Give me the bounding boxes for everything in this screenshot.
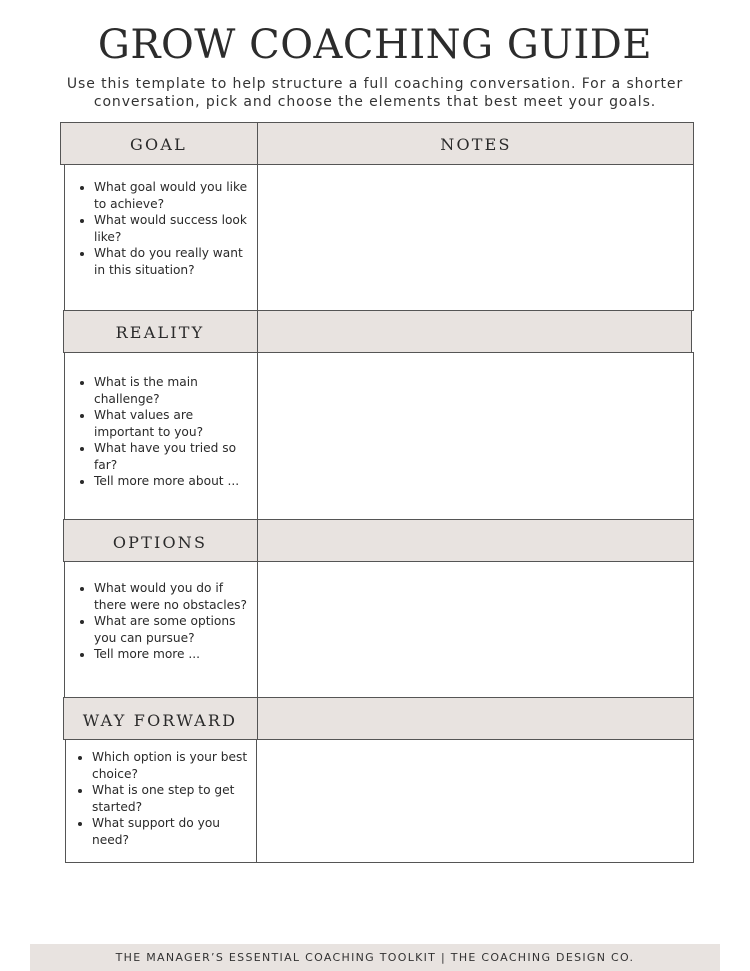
section-label-options: OPTIONS [112,533,208,552]
way-forward-prompt: • Which option is your best choice? [92,749,252,782]
reality-prompt: • Tell more more about ... [94,473,254,490]
options-header-divider [257,519,258,562]
section-label-reality: REALITY [115,323,205,342]
way-forward-header-divider [257,697,258,740]
reality-prompt-list [66,374,254,490]
options-prompt: • What would you do if there were no obstacles? [94,580,254,613]
way-forward-prompt: • What is one step to get started? [92,782,252,815]
options-prompt: • Tell more more ... [94,646,254,663]
goal-prompt-list [66,179,254,278]
page-title: GROW COACHING GUIDE [97,22,653,68]
way-forward-prompt-list [64,749,252,848]
options-content-divider [257,561,258,698]
reality-prompt: • What have you tried so far? [94,440,254,473]
options-prompt: • What are some options you can pursue? [94,613,254,646]
goal-prompt: • What do you really want in this situation? [94,245,254,278]
reality-prompt: • What is the main challenge? [94,374,254,407]
page-footer: THE MANAGER’S ESSENTIAL COACHING TOOLKIT | THE COACHING DESIGN CO. [30,944,720,971]
page-subtitle: Use this template to help structure a full coaching conversation. For a shorter conversation, pick and choose the elements that best meet your goals. [66,76,684,110]
goal-content-divider [257,164,258,311]
goal-prompt: • What goal would you like to achieve? [94,179,254,212]
way-forward-content-divider [256,739,257,863]
notes-column-label: NOTES [440,135,512,154]
section-label-goal: GOAL [130,135,187,154]
reality-prompt: • What values are important to you? [94,407,254,440]
reality-header-divider [257,310,258,353]
reality-content-divider [257,352,258,520]
goal-prompt: • What would success look like? [94,212,254,245]
way-forward-prompt: • What support do you need? [92,815,252,848]
section-label-way-forward: WAY FORWARD [82,711,238,730]
options-prompt-list [66,580,254,663]
